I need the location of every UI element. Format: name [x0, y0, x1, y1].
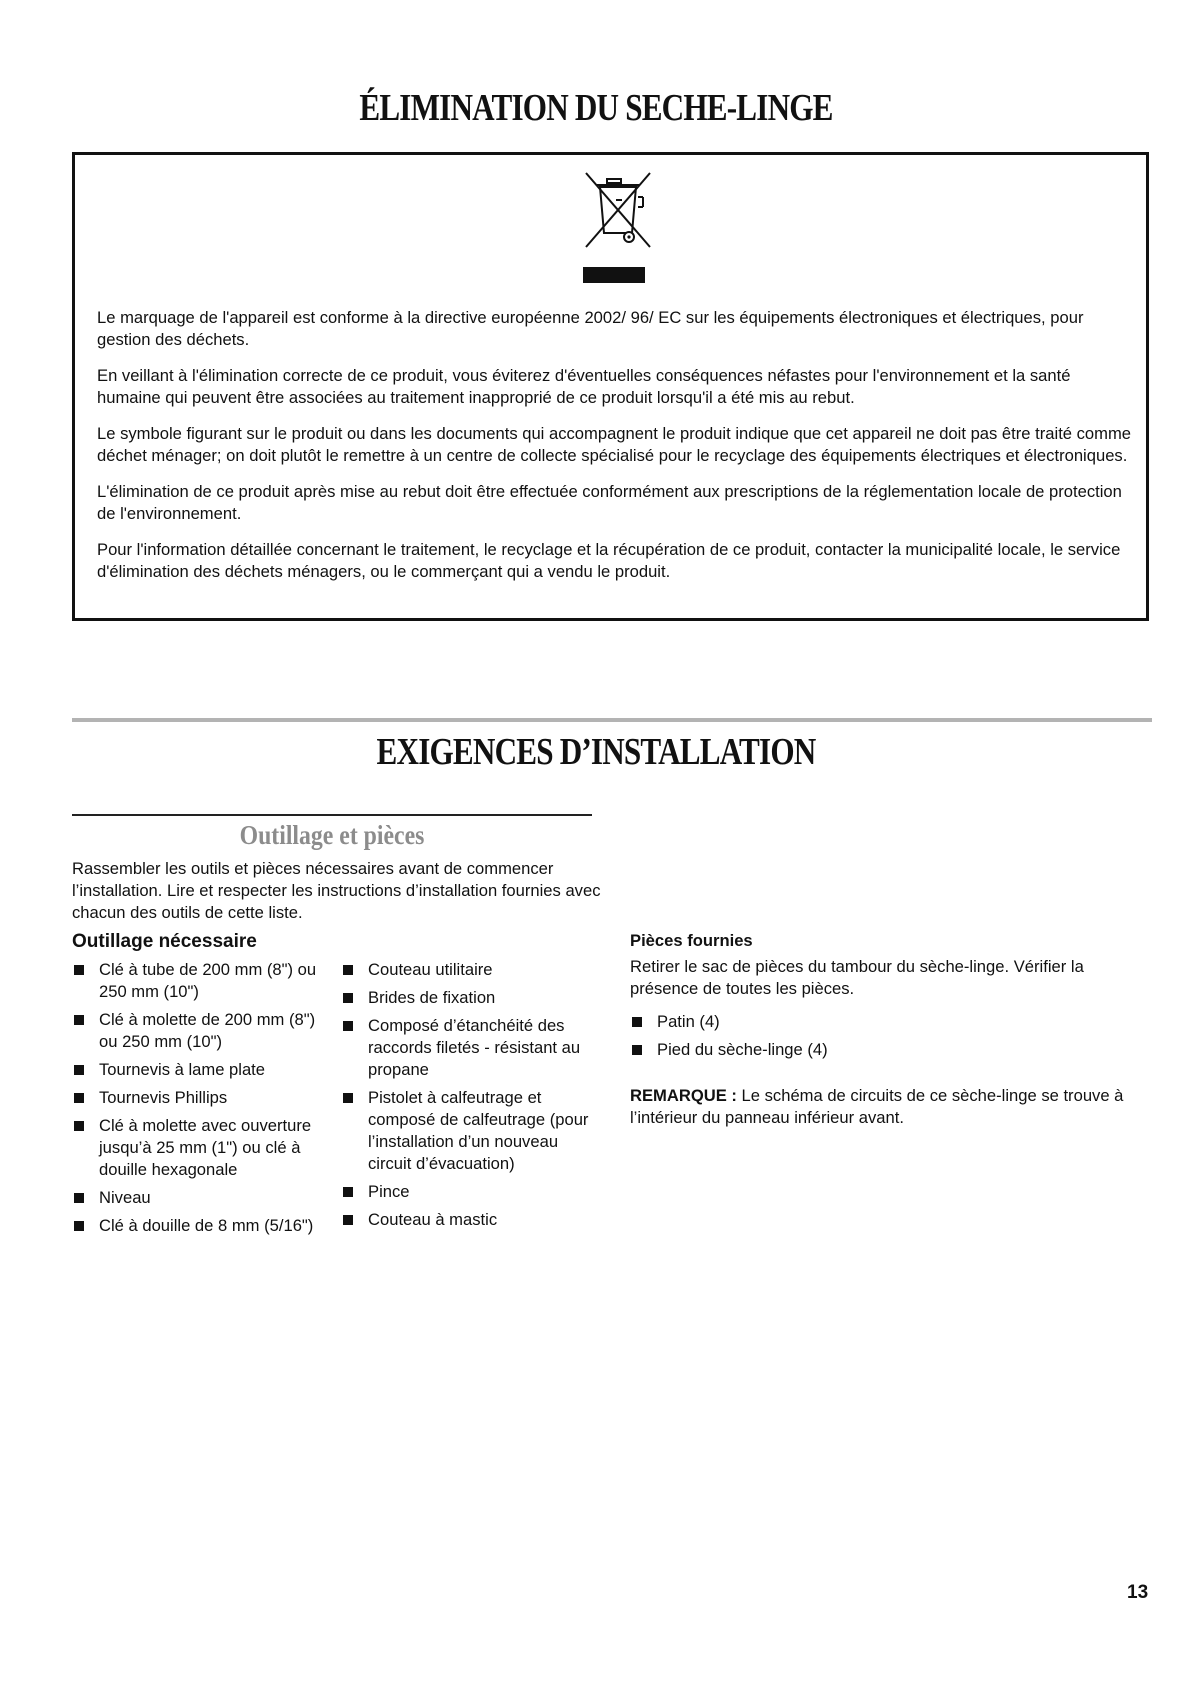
- page-number: 13: [1127, 1582, 1149, 1603]
- bullet-square-icon: [343, 993, 353, 1003]
- bullet-square-icon: [343, 1215, 353, 1225]
- disposal-notice-box: [72, 152, 1149, 621]
- section-title-elimination: ÉLIMINATION DU SECHE-LINGE: [359, 87, 833, 129]
- pieces-heading: Pièces fournies: [630, 931, 753, 950]
- pieces-text: Retirer le sac de pièces du tambour du sèche-linge. Vérifier la présence de toutes les pièces.: [630, 957, 1084, 998]
- bullet-square-icon: [74, 1221, 84, 1231]
- list-item: Couteau utilitaire: [341, 959, 596, 981]
- bullet-square-icon: [632, 1045, 642, 1055]
- list-item: Clé à tube de 200 mm (8") ou 250 mm (10"): [72, 959, 322, 1003]
- crossed-out-wheeled-bin-icon: [583, 171, 653, 249]
- disposal-paragraph: Le symbole figurant sur le produit ou dans les documents qui accompagnent le produit indique que cet appareil ne doit pas être traité comme déchet ménager; on doit plutôt le remettre à un centre de collecte spécialisé pour le recyclage des équipements électriques et électroniques.: [97, 424, 1132, 465]
- note: [630, 1085, 1160, 1129]
- subsection-rule: [72, 814, 592, 816]
- note-label: REMARQUE :: [630, 1086, 737, 1105]
- bullet-square-icon: [74, 1093, 84, 1103]
- tools-heading: Outillage nécessaire: [72, 931, 257, 952]
- bullet-square-icon: [343, 1021, 353, 1031]
- pieces-list: [630, 1011, 1030, 1067]
- bullet-square-icon: [74, 1065, 84, 1075]
- disposal-text: [97, 307, 1137, 597]
- disposal-paragraph: L'élimination de ce produit après mise au rebut doit être effectuée conformément aux prescriptions de la réglementation locale de protection de l'environnement.: [97, 482, 1122, 523]
- note-text: Le schéma de circuits de ce sèche-linge se trouve à l’intérieur du panneau inférieur avant.: [630, 1086, 1124, 1127]
- list-item: Composé d’étanchéité des raccords filetés - résistant au propane: [341, 1015, 596, 1081]
- bullet-square-icon: [343, 1093, 353, 1103]
- list-item: Couteau à mastic: [341, 1209, 596, 1231]
- subsection-title: Outillage et pièces: [239, 820, 425, 850]
- list-item: Clé à douille de 8 mm (5/16"): [72, 1215, 322, 1237]
- list-item: Brides de fixation: [341, 987, 596, 1009]
- bullet-square-icon: [343, 1187, 353, 1197]
- bullet-square-icon: [632, 1017, 642, 1027]
- list-item: Pied du sèche-linge (4): [630, 1039, 1030, 1061]
- disposal-paragraph: Pour l'information détaillée concernant le traitement, le recyclage et la récupération de ce produit, contacter la municipalité locale, le service d'élimination des déchets ménagers, ou le commerçant qui a vendu le produit.: [97, 540, 1121, 581]
- section-divider: [72, 718, 1152, 722]
- bullet-square-icon: [74, 965, 84, 975]
- disposal-paragraph: Le marquage de l'appareil est conforme à la directive européenne 2002/ 96/ EC sur les équipements électroniques et électriques, pour gestion des déchets.: [97, 308, 1084, 349]
- list-item: Clé à molette avec ouverture jusqu’à 25 mm (1") ou clé à douille hexagonale: [72, 1115, 322, 1181]
- bullet-square-icon: [74, 1193, 84, 1203]
- list-item: Pistolet à calfeutrage et composé de calfeutrage (pour l’installation d’un nouveau circuit d’évacuation): [341, 1087, 596, 1175]
- list-item: Patin (4): [630, 1011, 1030, 1033]
- list-item: Clé à molette de 200 mm (8") ou 250 mm (10"): [72, 1009, 322, 1053]
- section-title-installation: EXIGENCES D’INSTALLATION: [376, 731, 816, 773]
- tools-list-column-2: [341, 959, 596, 1237]
- list-item: Tournevis Phillips: [72, 1087, 322, 1109]
- disposal-paragraph: En veillant à l'élimination correcte de ce produit, vous éviterez d'éventuelles conséquences néfastes pour l'environnement et la santé humaine qui peuvent être associées au traitement inapproprié de ce produit lorsqu'il a été mis au rebut.: [97, 366, 1071, 407]
- bullet-square-icon: [74, 1121, 84, 1131]
- list-item: Pince: [341, 1181, 596, 1203]
- list-item: Tournevis à lame plate: [72, 1059, 322, 1081]
- list-item: Niveau: [72, 1187, 322, 1209]
- bullet-square-icon: [343, 965, 353, 975]
- tools-list-column-1: [72, 959, 322, 1243]
- weee-solid-bar: [583, 267, 645, 283]
- intro-text: Rassembler les outils et pièces nécessaires avant de commencer l’installation. Lire et respecter les instructions d’installation fournies avec chacun des outils de cette liste.: [72, 859, 601, 922]
- bullet-square-icon: [74, 1015, 84, 1025]
